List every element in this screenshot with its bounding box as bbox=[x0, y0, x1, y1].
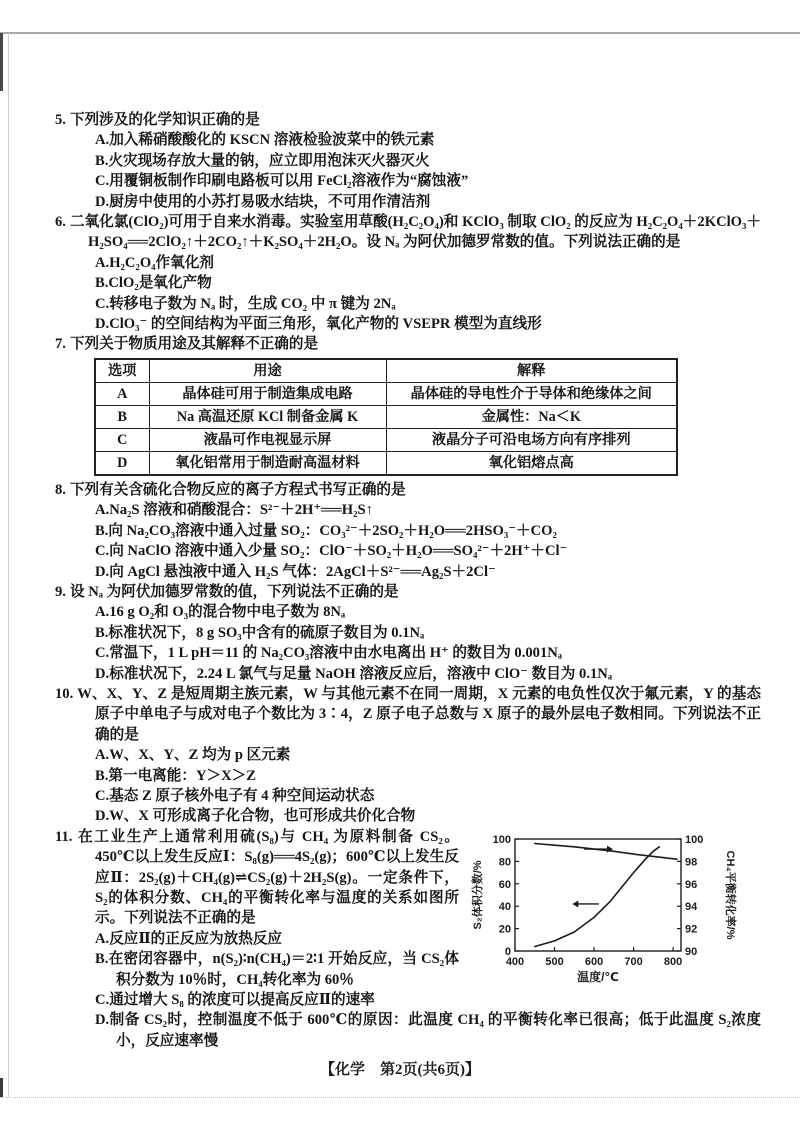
table-row bbox=[95, 382, 677, 405]
page-footer: 【化学 第2页(共6页)】 bbox=[320, 1062, 480, 1078]
option-c: C.基态 Z 原子核外电子有 4 种空间运动状态 bbox=[95, 787, 375, 804]
option-c: C.向 NaClO 溶液中通入少量 SO₂：ClO⁻＋SO₂＋H₂O══SO₄²⁻＋2H⁺＋Cl⁻ bbox=[95, 543, 568, 560]
option-d: D.标准状况下，2.24 L 氯气与足量 NaOH 溶液反应后，溶液中 ClO⁻ 数目为 0.1Nₐ bbox=[95, 665, 613, 682]
svg-text:20: 20 bbox=[498, 923, 511, 936]
question-stem-text: 设 Nₐ 为阿伏加德罗常数的值，下列说法不正确的是 bbox=[69, 583, 399, 600]
option-a: A.H₂C₂O₄作氧化剂 bbox=[95, 254, 214, 271]
option-d: D.制备 CS₂时，控制温度不低于 600℃的原因：此温度 CH₄ 的平衡转化率已很高；低于此温度 S₂浓度小，反应速率慢 bbox=[95, 1012, 761, 1049]
option-d: D.向 AgCl 悬浊液中通入 H₂S 气体：2AgCl＋S²⁻══Ag₂S＋2Cl⁻ bbox=[95, 563, 496, 580]
uses-explanations-table bbox=[94, 358, 678, 476]
option-a: A.加入稀硝酸酸化的 KSCN 溶液检验波菜中的铁元素 bbox=[95, 132, 435, 149]
cell-explanation: 氧化铝熔点高 bbox=[386, 451, 677, 475]
svg-text:CH₄平衡转化率/%: CH₄平衡转化率/% bbox=[724, 850, 736, 940]
table-header-row bbox=[95, 359, 677, 383]
svg-text:40: 40 bbox=[498, 900, 511, 913]
option-d: D.W、X 可形成离子化合物，也可形成共价化合物 bbox=[95, 808, 416, 825]
svg-text:400: 400 bbox=[505, 955, 525, 968]
question-options bbox=[95, 130, 761, 212]
svg-text:80: 80 bbox=[498, 856, 511, 869]
question-stem-text: 二氧化氯(ClO₂)可用于自来水消毒。实验室用草酸(H₂C₂O₄)和 KClO₃ 制取 ClO₂ 的反应为 H₂C₂O₄＋2KClO₃＋H₂SO₄══2ClO₂↑＋2CO₂↑＋K₂SO₄＋2H₂O。设 Nₐ 为阿伏加德罗常数的值。下列说法正确的是 bbox=[69, 214, 761, 251]
question-number: 8. bbox=[55, 481, 66, 498]
option-b: B.在密闭容器中，n(S₂)∶n(CH₄)＝2∶1 开始反应，当 CS₂体积分数为 10％时，CH₄转化率为 60％ bbox=[95, 951, 459, 988]
option-c: C.转移电子数为 Nₐ 时，生成 CO₂ 中 π 键为 2Nₐ bbox=[95, 295, 396, 312]
cell-option: B bbox=[95, 405, 149, 428]
scan-page-top-edge bbox=[0, 32, 800, 34]
svg-text:700: 700 bbox=[624, 955, 643, 968]
svg-text:92: 92 bbox=[685, 923, 698, 936]
svg-text:96: 96 bbox=[685, 878, 698, 891]
scan-page-left-edge bbox=[8, 33, 9, 1097]
cell-use: 液晶可作电视显示屏 bbox=[149, 428, 386, 451]
cell-explanation: 晶体硅的导电性介于导体和绝缘体之间 bbox=[386, 382, 677, 405]
cell-explanation: 液晶分子可沿电场方向有序排列 bbox=[386, 428, 677, 451]
cell-option: D bbox=[95, 451, 149, 475]
svg-text:0: 0 bbox=[504, 945, 511, 958]
option-b: B.标准状况下，8 g SO₃中含有的硫原子数目为 0.1Nₐ bbox=[95, 624, 425, 641]
option-a: A.Na₂S 溶液和硝酸混合：S²⁻＋2H⁺══H₂S↑ bbox=[95, 502, 373, 519]
option-c: C.常温下，1 L pH＝11 的 Na₂CO₃溶液中由水电离出 H⁺ 的数目为 0.001Nₐ bbox=[95, 645, 563, 662]
svg-text:S₂体积分数/%: S₂体积分数/% bbox=[472, 860, 484, 930]
question-11 bbox=[55, 827, 761, 1051]
svg-text:94: 94 bbox=[685, 900, 698, 913]
table-row bbox=[95, 428, 677, 451]
question-options bbox=[95, 745, 761, 827]
option-a: A.反应Ⅱ的正反应为放热反应 bbox=[95, 930, 283, 947]
exam-page-content bbox=[55, 110, 761, 1051]
question-10 bbox=[55, 684, 761, 827]
question-stem bbox=[55, 582, 761, 602]
question-number: 7. bbox=[55, 336, 66, 353]
option-b: B.第一电离能：Y＞X＞Z bbox=[95, 767, 256, 784]
question-stem bbox=[55, 212, 761, 253]
svg-text:60: 60 bbox=[498, 878, 511, 891]
question-stem bbox=[55, 684, 761, 745]
s2-ch4-temperature-chart-box bbox=[469, 829, 761, 997]
table-row bbox=[95, 405, 677, 428]
question-stem-text: 下列有关含硫化合物反应的离子方程式书写正确的是 bbox=[69, 481, 406, 498]
svg-text:温度/℃: 温度/℃ bbox=[577, 969, 619, 984]
cell-explanation: 金属性：Na＜K bbox=[386, 405, 677, 428]
option-b: B.ClO₂是氧化产物 bbox=[95, 275, 212, 292]
question-stem-text: 在工业生产上通常利用硫(S₈)与 CH₄ 为原料制备 CS₂。450℃以上发生反应Ⅰ：S₈(g)══4S₂(g)；600℃以上发生反应Ⅱ：2S₂(g)＋CH₄(g)⇌CS₂(g)＋2H₂S(g)。一定条件下，S₂的体积分数、CH₄的平衡转化率与温度的关系如图所示。下列说法不正确的是 bbox=[76, 828, 459, 927]
question-9 bbox=[55, 582, 761, 684]
option-c: C.通过增大 S₈ 的浓度可以提高反应Ⅱ的速率 bbox=[95, 992, 375, 1009]
question-number: 5. bbox=[55, 112, 66, 128]
question-5 bbox=[55, 110, 761, 212]
svg-text:90: 90 bbox=[685, 945, 698, 958]
question-number: 11. bbox=[55, 828, 73, 845]
question-stem-text: 下列关于物质用途及其解释不正确的是 bbox=[69, 336, 319, 353]
option-a: A.W、X、Y、Z 均为 p 区元素 bbox=[95, 747, 291, 764]
svg-text:98: 98 bbox=[685, 856, 698, 869]
cell-option: C bbox=[95, 428, 149, 451]
option-d: D.厨房中使用的小苏打易吸水结块，不可用作清洁剂 bbox=[95, 193, 431, 210]
question-options bbox=[95, 253, 761, 335]
scan-artifact-bottom-left bbox=[0, 1078, 3, 1097]
question-number: 9. bbox=[55, 583, 66, 600]
question-7 bbox=[55, 334, 761, 475]
question-stem-text: W、X、Y、Z 是短周期主族元素，W 与其他元素不在同一周期，X 元素的电负性仅次于氟元素，Y 的基态原子中单电子与成对电子个数比为 3∶4，Z 原子电子总数与 X 原子的最外层电子数相同。下列说法不正确的是 bbox=[77, 685, 761, 743]
cell-option: A bbox=[95, 382, 149, 405]
question-stem bbox=[55, 334, 761, 354]
header-explanation: 解释 bbox=[386, 359, 677, 383]
table-row bbox=[95, 451, 677, 475]
question-6 bbox=[55, 212, 761, 334]
option-b: B.向 Na₂CO₃溶液中通入过量 SO₂：CO₃²⁻＋2SO₂＋H₂O══2HSO₃⁻＋CO₂ bbox=[95, 522, 557, 539]
scan-artifact-top-left bbox=[0, 33, 3, 91]
option-b: B.火灾现场存放大量的钠，应立即用泡沫灭火器灭火 bbox=[95, 152, 430, 169]
cell-use: 氧化铝常用于制造耐高温材料 bbox=[149, 451, 386, 475]
question-options bbox=[95, 602, 761, 684]
option-c: C.用覆铜板制作印刷电路板可以用 FeCl₂溶液作为“腐蚀液” bbox=[95, 173, 469, 190]
option-d: D.ClO₃⁻ 的空间结构为平面三角形，氧化产物的 VSEPR 模型为直线形 bbox=[95, 316, 542, 333]
s2-ch4-temperature-chart bbox=[469, 829, 761, 997]
svg-text:100: 100 bbox=[492, 833, 511, 846]
question-stem bbox=[55, 480, 761, 500]
question-number: 6. bbox=[55, 214, 66, 231]
cell-use: 晶体硅可用于制造集成电路 bbox=[149, 382, 386, 405]
question-8 bbox=[55, 480, 761, 582]
svg-text:600: 600 bbox=[584, 955, 604, 968]
scan-page-bottom-edge bbox=[0, 1097, 800, 1098]
option-a: A.16 g O₂和 O₃的混合物中电子数为 8Nₐ bbox=[95, 604, 346, 621]
svg-text:800: 800 bbox=[663, 955, 683, 968]
header-use: 用途 bbox=[149, 359, 386, 383]
question-options bbox=[95, 500, 761, 582]
question-stem-text: 下列涉及的化学知识正确的是 bbox=[69, 112, 260, 128]
question-number: 10. bbox=[55, 685, 74, 702]
header-option: 选项 bbox=[95, 359, 149, 383]
svg-text:100: 100 bbox=[685, 833, 704, 846]
question-stem bbox=[55, 110, 761, 130]
cell-use: Na 高温还原 KCl 制备金属 K bbox=[149, 405, 386, 428]
svg-text:500: 500 bbox=[545, 955, 564, 968]
